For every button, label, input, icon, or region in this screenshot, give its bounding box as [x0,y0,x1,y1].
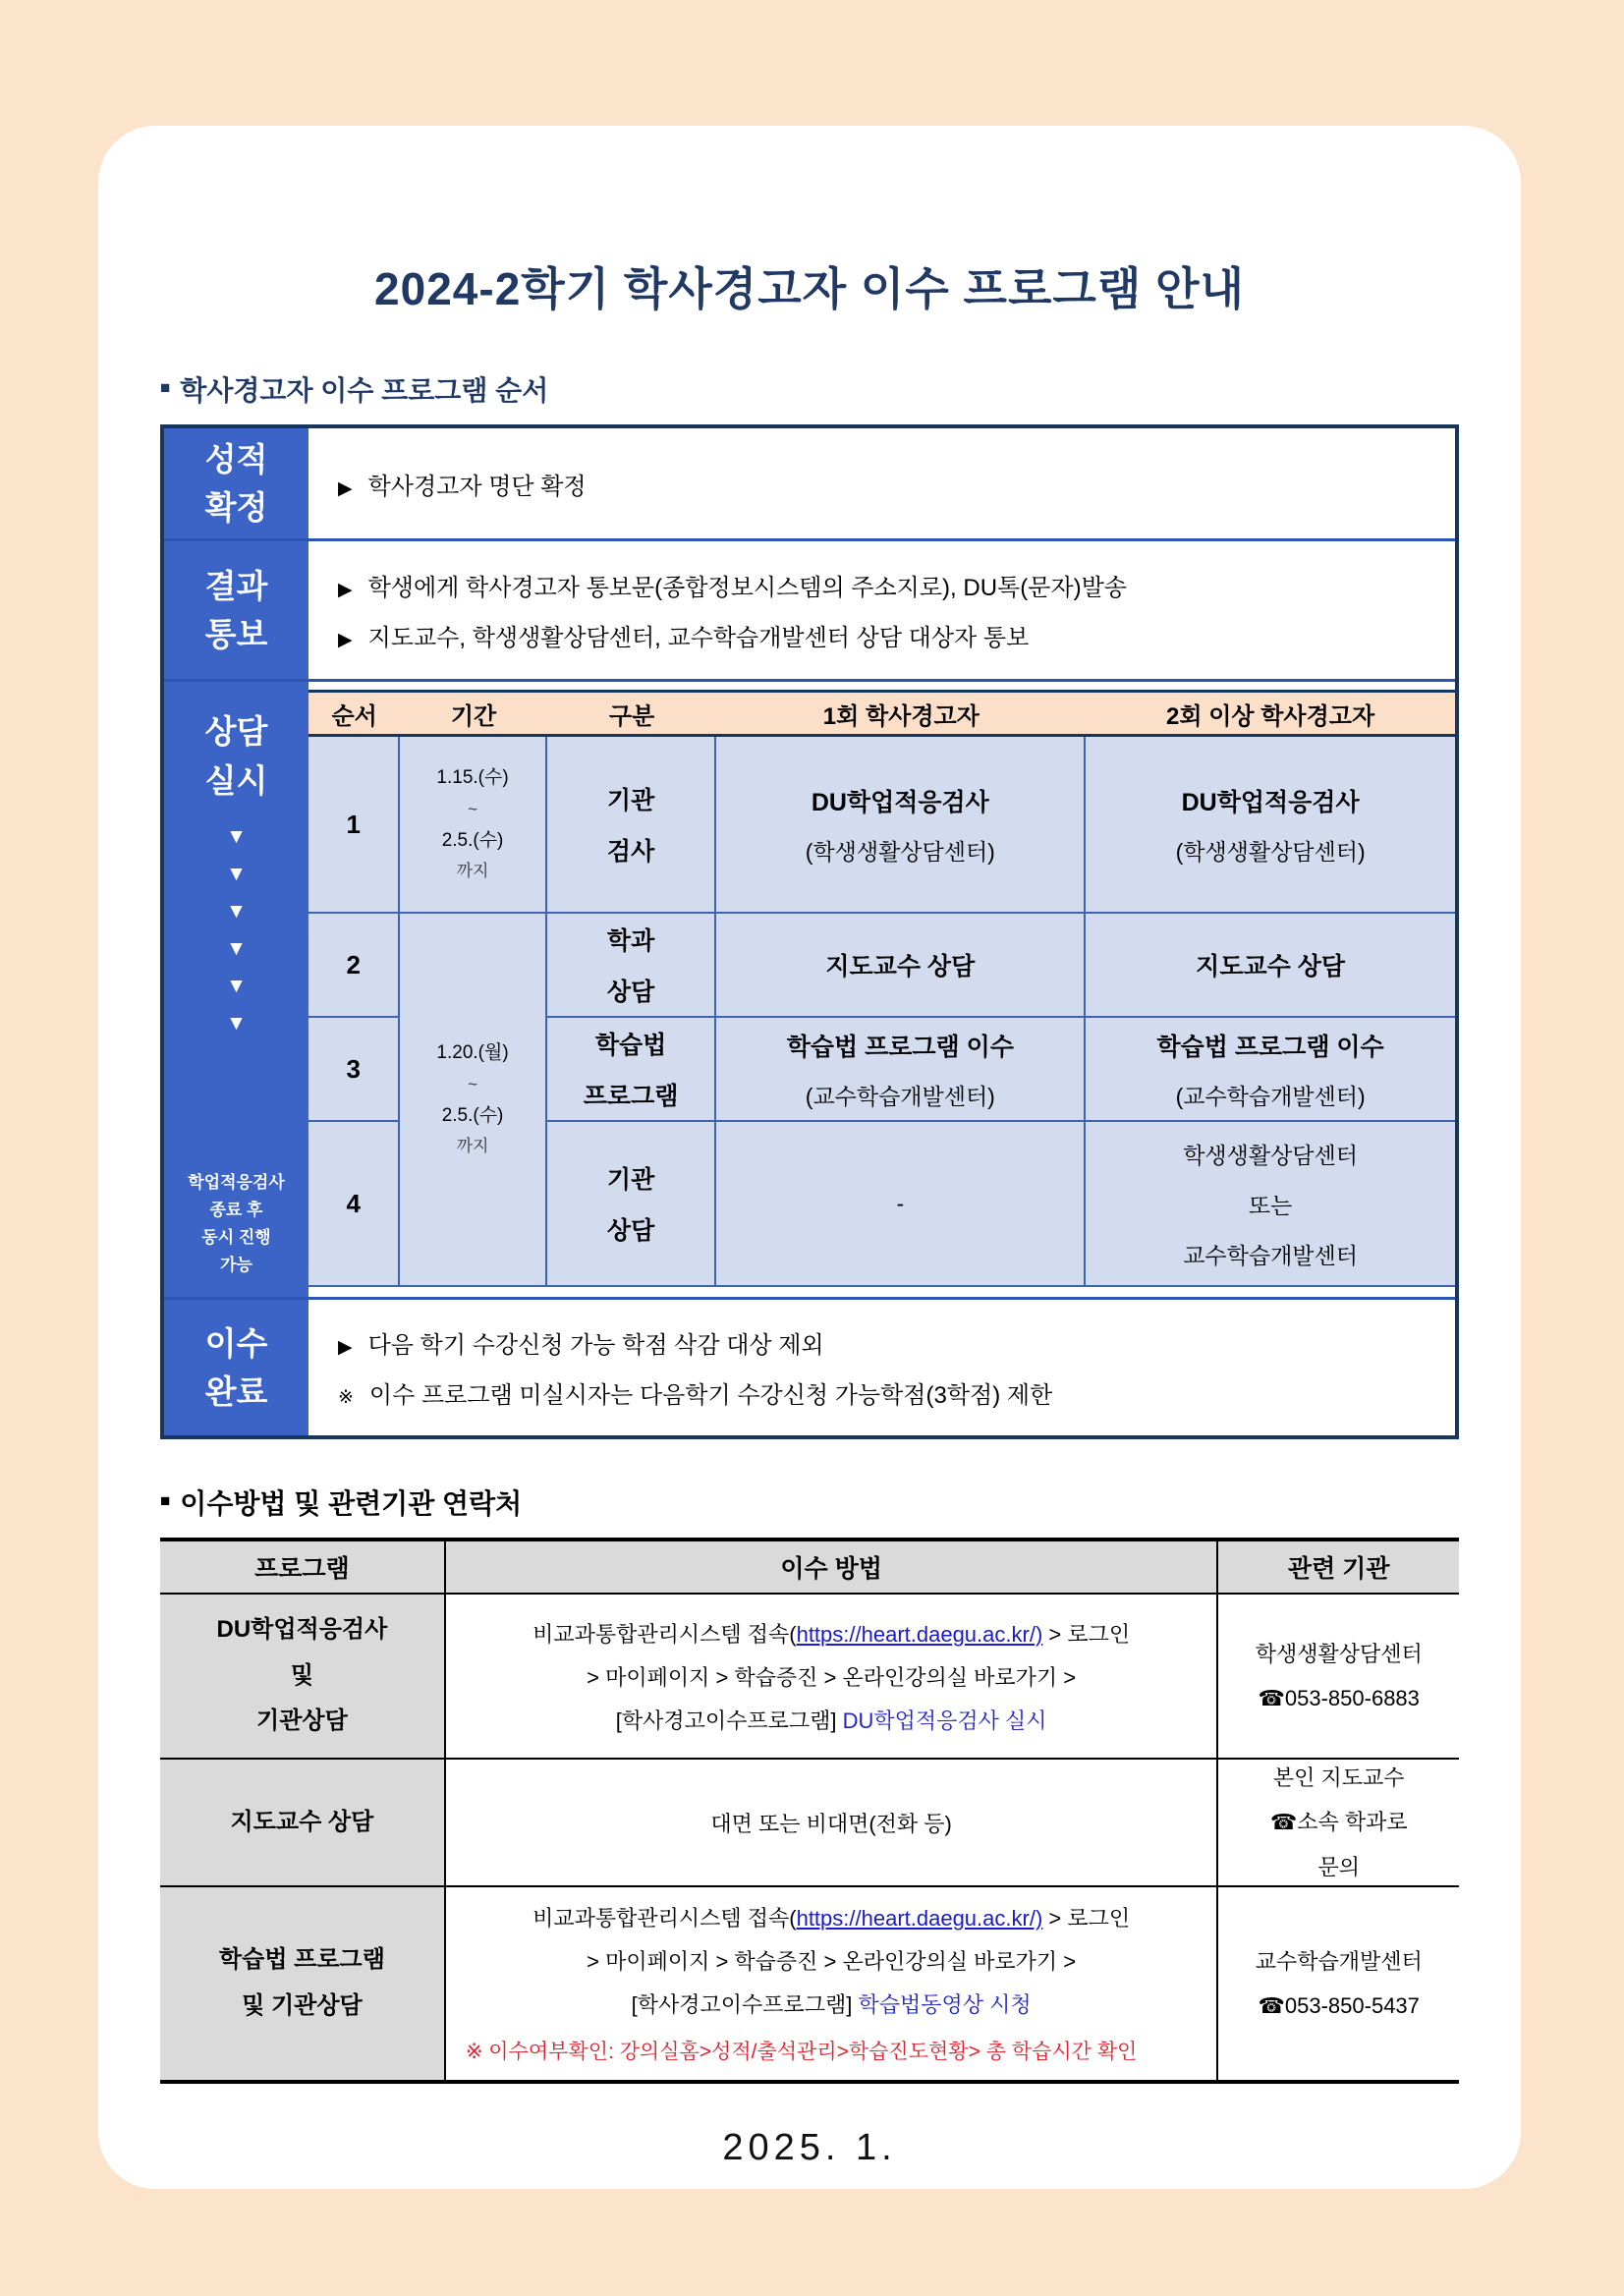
method-text: > 로그인 [1042,1906,1131,1931]
completion-check-note: ※ 이수여부확인: 강의실홈>성적/출석관리>학습진도현황> 총 학습시간 확인 [465,2041,1138,2063]
stage-completion-row [164,1297,1455,1435]
heart-system-link[interactable]: https://heart.daegu.ac.kr/) [796,1906,1043,1931]
process-table [160,424,1459,1439]
period-line: 2.5.(수) [441,830,504,851]
stage-label-line: 실시 [204,761,268,799]
category-line: 기관 [606,787,655,814]
schedule-cell-repeat-warning [1086,1122,1455,1287]
program-name: DU학업적응검사 [811,788,989,816]
stage-grade-confirm-label [164,428,308,538]
stage-label-line: 이수 [204,1324,268,1362]
flow-arrows [226,826,247,1034]
stage-result-notice-content [308,541,1455,679]
method-line [532,1618,1130,1649]
method-text: 비교과통합관리시스템 접속( [532,1621,797,1647]
org-name: 본인 지도교수 [1272,1765,1405,1791]
stage-counseling-row [164,679,1455,1297]
period-line: 1.15.(수) [436,767,509,789]
method-highlight: DU학업적응검사 실시 [842,1708,1047,1733]
method-text: > 로그인 [1042,1621,1131,1647]
stage-result-notice-row [164,538,1455,679]
method-line [632,1988,1032,2019]
stage-label-line: 상담 [204,713,268,750]
program-line: 학습법 프로그램 [218,1946,385,1974]
note-line: 종료 후 [209,1200,263,1219]
period-line: ~ [468,1074,478,1093]
schedule-cell-period [400,737,546,914]
org-phone: 문의 [1317,1854,1360,1879]
down-arrow-icon: ▼ [226,937,247,960]
reference-mark-icon: ※ [338,1387,354,1408]
bullet-item-text: 이수 프로그램 미실시자는 다음학기 수강신청 가능학점(3학점) 제한 [368,1382,1053,1409]
schedule-cell-first-warning [716,737,1086,914]
category-line: 프로그램 [583,1083,679,1110]
category-line: 검사 [606,838,655,866]
schedule-cell-first-warning: - [716,1122,1086,1287]
note-line: 동시 진행 [201,1227,271,1247]
method-text: [학사경고이수프로그램] [615,1708,843,1733]
schedule-cell-first-warning [716,914,1086,1018]
category-line: 상담 [606,979,655,1006]
process-section-heading-text: 학사경고자 이수 프로그램 순서 [180,375,549,406]
schedule-header-no: 순서 [308,690,400,737]
contact-program-du-test [160,1595,446,1760]
heart-system-link[interactable]: https://heart.daegu.ac.kr/) [796,1621,1043,1647]
down-arrow-icon: ▼ [226,975,247,997]
contact-method-learning [446,1887,1219,2080]
period-line: 2.5.(수) [441,1105,504,1126]
program-line: 및 [290,1661,313,1689]
stage-label-line: 완료 [204,1373,268,1410]
org-name: 교수학습개발센터 [1255,1948,1423,1974]
org-line: 학생생활상담센터 [1183,1142,1358,1168]
org-line: 교수학습개발센터 [1183,1242,1358,1268]
stage-completion-content [308,1300,1455,1435]
contact-program-advisor: 지도교수 상담 [160,1760,446,1887]
stage-grade-confirm-row [164,428,1455,538]
arrow-bullet-icon: ▶ [338,477,353,499]
contact-section-heading-text: 이수방법 및 관련기관 연락처 [180,1488,523,1519]
method-line [532,1902,1130,1932]
category-line: 상담 [606,1217,655,1245]
stage-label-line: 성적 [204,440,268,477]
down-arrow-icon: ▼ [226,900,247,923]
schedule-cell-no: 4 [308,1122,400,1287]
arrow-bullet-icon: ▶ [338,630,353,650]
schedule-cell-repeat-warning [1086,914,1455,1018]
arrow-bullet-icon: ▶ [338,580,353,600]
schedule-cell-category [547,914,717,1018]
bullet-item [338,1325,1445,1360]
stage-label-line: 결과 [204,567,268,604]
program-line: 기관상담 [256,1708,348,1735]
program-line: DU학업적응검사 [216,1615,388,1643]
contact-header-org: 관련 기관 [1218,1541,1459,1595]
down-arrow-icon: ▼ [226,825,247,848]
down-arrow-icon: ▼ [226,1012,247,1035]
stage-result-notice-label [164,541,308,679]
schedule-cell-category [547,1018,717,1122]
stage-counseling-content [308,682,1455,1297]
square-bullet-icon: ■ [160,1491,171,1510]
stage-completion-label [164,1300,308,1435]
category-line: 기관 [606,1166,655,1194]
program-org: (교수학습개발센터) [805,1083,995,1109]
period-line: 까지 [456,862,489,881]
bullet-item-text: 학생에게 학사경고자 통보문(종합정보시스템의 주소지로), DU톡(문자)발송 [367,575,1127,601]
contact-header-program: 프로그램 [160,1541,446,1595]
method-text: [학사경고이수프로그램] [631,1992,859,2017]
contact-org-counseling-center [1218,1595,1459,1760]
stage-label-line: 확정 [204,489,268,526]
bullet-item [338,568,1445,602]
schedule-header-repeat-warning: 2회 이상 학사경고자 [1086,690,1455,737]
note-line: 가능 [220,1255,252,1274]
stage-grade-confirm-content [308,428,1455,538]
contact-section-heading [160,1483,1459,1522]
bullet-item [338,1375,1445,1410]
contact-method-du-test [446,1595,1219,1760]
category-line: 학과 [606,927,655,955]
note-line: 학업적응검사 [188,1172,285,1192]
org-phone: ☎소속 학과로 [1269,1810,1408,1835]
schedule-cell-no: 2 [308,914,400,1018]
contact-org-advisor [1218,1760,1459,1887]
program-name: 학습법 프로그램 이수 [786,1033,1014,1061]
schedule-header-category: 구분 [547,690,717,737]
period-line: ~ [468,799,478,818]
contact-method-advisor: 대면 또는 비대면(전화 등) [446,1760,1219,1887]
schedule-cell-category [547,737,717,914]
program-line: 및 기관상담 [242,1992,363,2019]
bullet-item [338,467,1445,501]
program-org: (학생생활상담센터) [1175,838,1366,865]
method-text: 비교과통합관리시스템 접속( [532,1906,797,1931]
period-line: 까지 [456,1137,489,1156]
contact-org-ctl-center [1218,1887,1459,2080]
schedule-cell-no: 1 [308,737,400,914]
content-card [98,126,1521,2189]
down-arrow-icon: ▼ [226,863,247,885]
schedule-table [308,690,1455,1287]
period-line: 1.20.(월) [436,1042,509,1064]
contact-header-method: 이수 방법 [446,1541,1219,1595]
contact-table [160,1538,1459,2084]
bullet-item-text: 지도교수, 학생생활상담센터, 교수학습개발센터 상담 대상자 통보 [367,625,1030,651]
bullet-item [338,618,1445,652]
program-name: 지도교수 상담 [825,953,976,980]
program-name: 지도교수 상담 [1196,953,1346,980]
method-line: > 마이페이지 > 학습증진 > 온라인강의실 바로가기 > [587,1664,1077,1690]
schedule-cell-first-warning [716,1018,1086,1122]
category-line: 학습법 [594,1032,667,1059]
schedule-cell-no: 3 [308,1018,400,1122]
page-title: 2024-2학기 학사경고자 이수 프로그램 안내 [374,263,1245,314]
method-highlight: 학습법동영상 시청 [858,1992,1032,2017]
schedule-cell-repeat-warning [1086,1018,1455,1122]
program-name: 학습법 프로그램 이수 [1156,1033,1384,1061]
program-org: (교수학습개발센터) [1175,1083,1366,1109]
org-line: 또는 [1248,1192,1293,1218]
org-phone: ☎053-850-5437 [1258,1993,1420,2018]
org-phone: ☎053-850-6883 [1258,1686,1420,1710]
method-line [616,1705,1047,1735]
arrow-bullet-icon: ▶ [338,1337,353,1358]
method-line: > 마이페이지 > 학습증진 > 온라인강의실 바로가기 > [587,1949,1077,1974]
program-name: DU학업적응검사 [1181,788,1360,816]
org-name: 학생생활상담센터 [1255,1641,1423,1666]
stage-label-line: 통보 [204,616,268,652]
schedule-cell-period-merged [400,914,546,1287]
process-section-heading [160,369,1459,409]
contact-program-learning [160,1887,446,2080]
bullet-item-text: 학사경고자 명단 확정 [367,473,587,500]
schedule-cell-category [547,1122,717,1287]
footer-date: 2025. 1. [722,2127,897,2168]
schedule-header-period: 기간 [400,690,546,737]
bullet-item-text: 다음 학기 수강신청 가능 학점 삭감 대상 제외 [367,1332,824,1359]
schedule-cell-repeat-warning [1086,737,1455,914]
stage-counseling-label [164,682,308,1297]
stage-counseling-note [188,1169,285,1279]
schedule-header-first-warning: 1회 학사경고자 [716,690,1086,737]
square-bullet-icon: ■ [160,378,171,397]
program-org: (학생생활상담센터) [805,838,995,865]
